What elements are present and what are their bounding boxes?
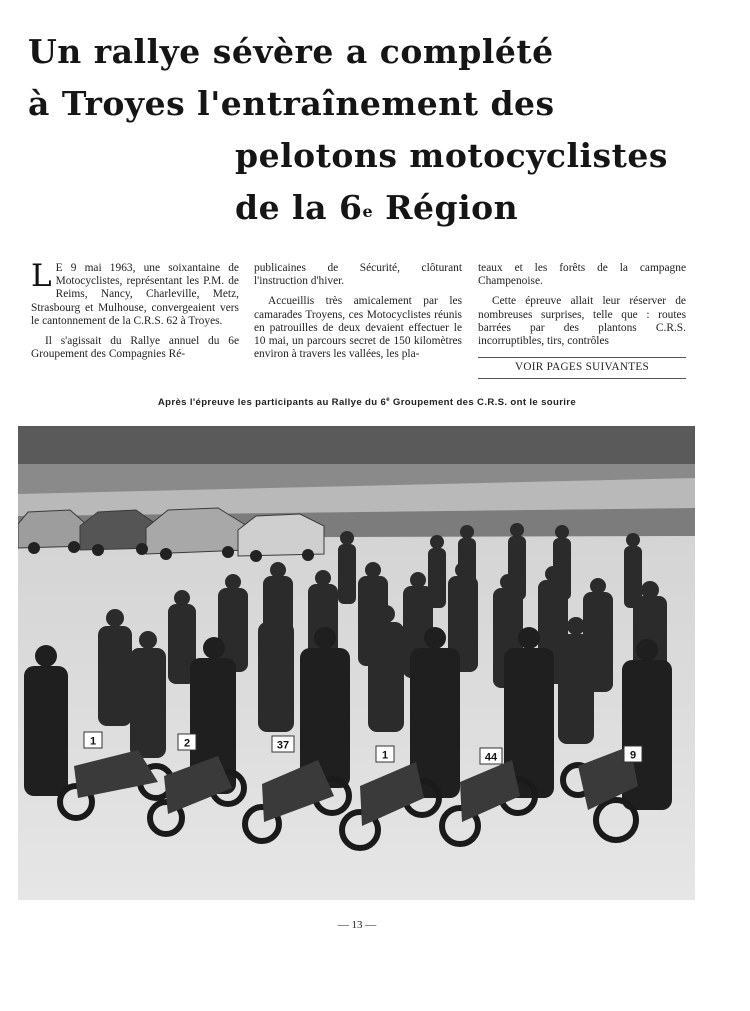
bib-number: 9 bbox=[629, 749, 637, 762]
bib-number: 1 bbox=[381, 749, 389, 762]
see-next-pages-link[interactable]: VOIR PAGES SUIVANTES bbox=[478, 357, 686, 379]
article-paragraph: teaux et les forêts de la campagne Champenoise. bbox=[478, 262, 686, 288]
article-paragraph: publicaines de Sécurité, clôturant l'instruction d'hiver. bbox=[254, 262, 462, 288]
headline-line-2: à Troyes l'entraînement des bbox=[28, 84, 555, 123]
article-column-3 bbox=[478, 262, 686, 379]
caption-text-start: Après l'épreuve les participants au Rallye du 6 bbox=[157, 397, 387, 409]
caption-superscript: e bbox=[386, 397, 390, 403]
headline-line-4-start: de la 6 bbox=[235, 188, 363, 227]
bib-number: 37 bbox=[276, 739, 290, 752]
caption-text-end: Groupement des C.R.S. ont le sourire bbox=[389, 397, 577, 409]
bib-number: 1 bbox=[89, 735, 97, 748]
photo-caption bbox=[20, 397, 714, 408]
article-text: E 9 mai 1963, une soixantaine de Motocyclistes, représentant les P.M. de Reims, Nancy, Charleville, Metz, Strasbourg et Mulhouse, convergeaient vers le cantonnement de la C.R.S. 62 à Troyes. bbox=[31, 262, 239, 327]
bib-number: 44 bbox=[484, 751, 498, 764]
headline-line-4 bbox=[28, 182, 708, 234]
headline-line-1: Un rallye sévère a complété bbox=[28, 32, 554, 71]
article-column-2 bbox=[254, 262, 462, 368]
drop-cap: L bbox=[31, 258, 52, 294]
article-paragraph: Cette épreuve allait leur réserver de nombreuses surprises, telle que : routes barrées par des plantons C.R.S. incorruptibles, tirs, contrôles bbox=[478, 295, 686, 348]
bib-number: 2 bbox=[183, 737, 191, 750]
group-photo bbox=[18, 426, 695, 900]
photo-illustration bbox=[18, 426, 695, 900]
article-column-1 bbox=[31, 258, 239, 368]
tree-line bbox=[18, 426, 695, 464]
article-paragraph: Accueillis très amicalement par les camarades Troyens, ces Motocyclistes réunis en patrouilles de deux devaient effectuer le 10 mai, un parcours secret de 150 kilomètres environ à travers les vallées, les pla- bbox=[254, 295, 462, 361]
headline-line-4-end: Région bbox=[373, 188, 519, 227]
article-paragraph: Il s'agissait du Rallye annuel du 6e Groupement des Compagnies Ré- bbox=[31, 335, 239, 361]
headline bbox=[28, 26, 708, 234]
page-number: — 13 — bbox=[337, 919, 377, 931]
headline-line-3: pelotons motocyclistes bbox=[235, 136, 668, 175]
article-paragraph bbox=[31, 258, 239, 328]
headline-superscript: e bbox=[362, 202, 374, 221]
